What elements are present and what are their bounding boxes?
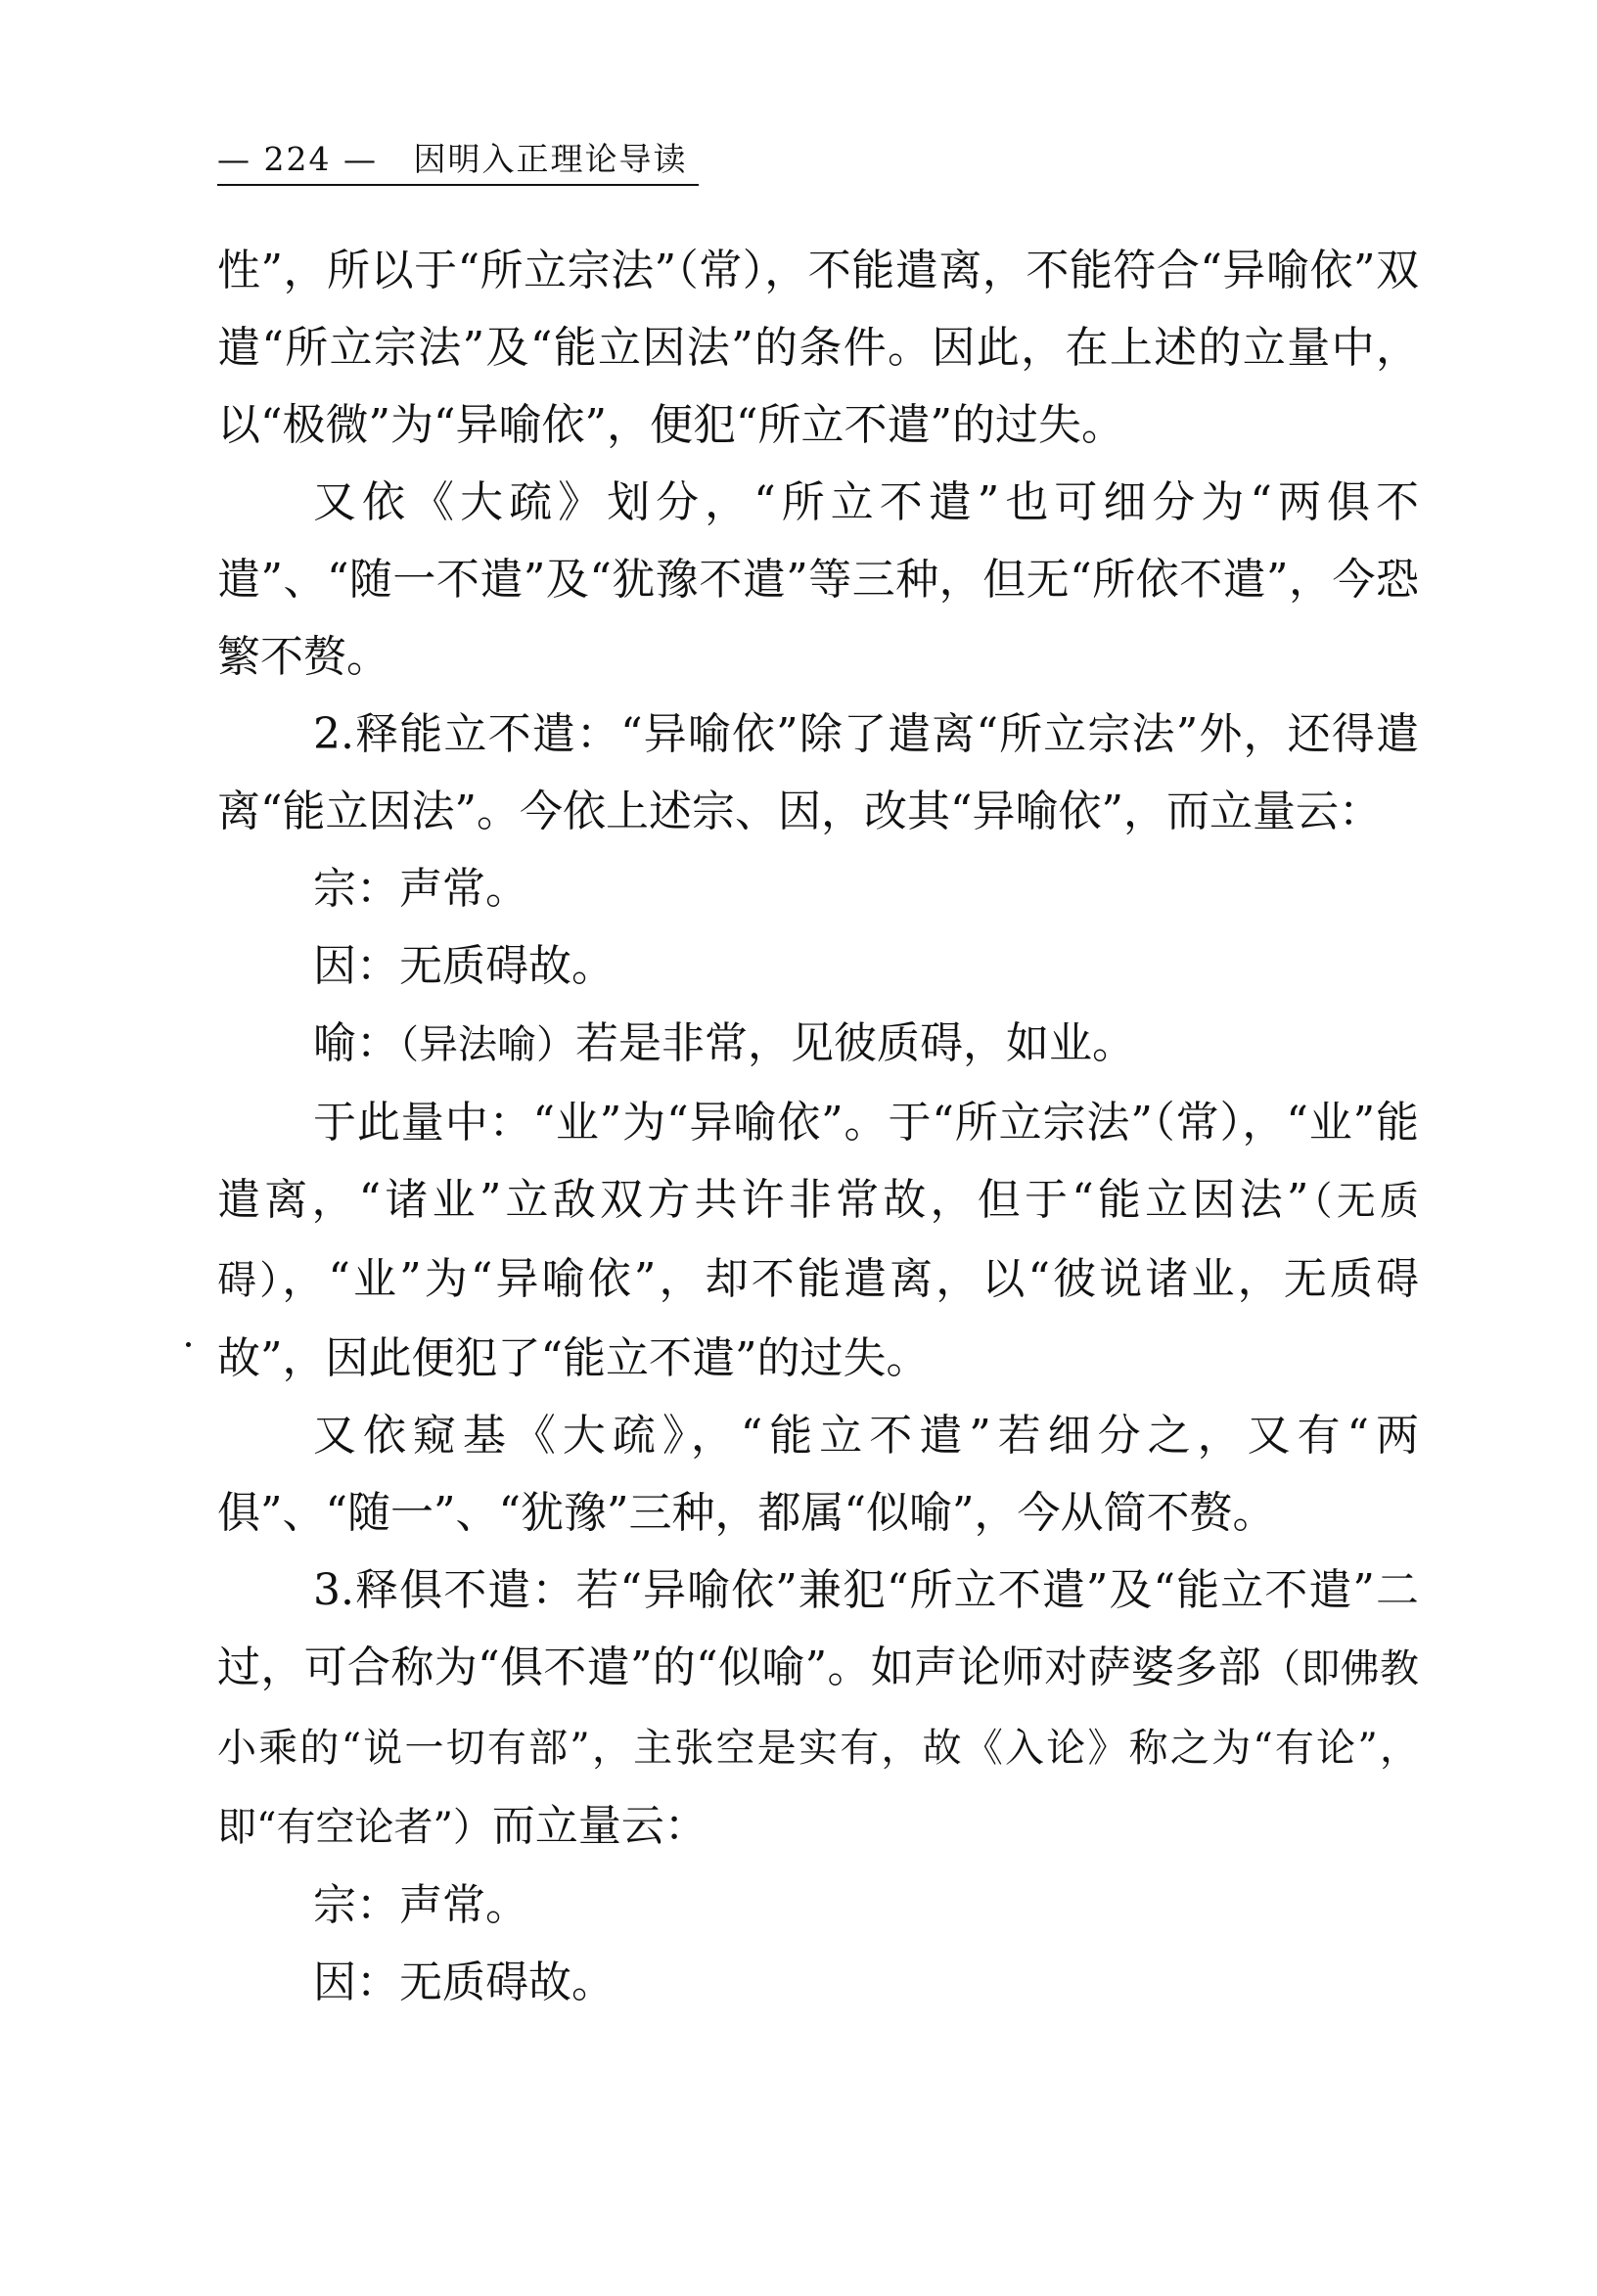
book-title: 因明入正理论导读	[413, 140, 688, 178]
page-number: — 224 —	[217, 140, 378, 178]
section3-text-a: 3.释俱不遣：若“异喻依”兼犯“所立不遣”及“能立不遣”二过，可合称为“俱不遣”的“似喻”。如声论师对萨婆多部	[217, 1565, 1419, 1692]
paragraph-section-2: 2.释能立不遣：“异喻依”除了遣离“所立宗法”外，还得遣离“能立因法”。今依上述宗、因，改其“异喻依”，而立量云：	[217, 709, 1419, 836]
paragraph-continuation: 性”，所以于“所立宗法”（常），不能遣离，不能符合“异喻依”双遣“所立宗法”及“能立因法”的条件。因此，在上述的立量中，以“极微”为“异喻依”，便犯“所立不遣”的过失。	[217, 246, 1419, 450]
example-note: （异法喻）	[399, 1022, 575, 1067]
syllogism-thesis-2: 宗：声常。	[313, 1880, 528, 1930]
syllogism-reason: 因：无质碍故。	[313, 941, 615, 991]
section3-note: （即佛教小乘的“说一切有部”，主张空是实有，故《入论》称之为“有论”，即“有空论者”）	[217, 1646, 1420, 1850]
analysis-text-a: 于此量中：“业”为“异喻依”。于“所立宗法”（常），“业”能遣离，“诸业”立敌双方共许非常故，但于“能立因法”	[217, 1098, 1419, 1225]
example-text: 若是非常，见彼质碍，如业。	[575, 1018, 1135, 1068]
section3-text-b: 而立量云：	[491, 1801, 707, 1851]
analysis-note: （无质碍）	[217, 1179, 1419, 1303]
paragraph-analysis	[217, 1084, 1419, 1397]
example-prefix: 喻：	[313, 1018, 399, 1068]
analysis-text-b: ，“业”为“异喻依”，却不能遣离，以“彼说诸业，无质碍故”，因此便犯了“能立不遣”的过失。	[217, 1254, 1420, 1383]
paragraph-section-3	[217, 1552, 1419, 1867]
syllogism-thesis: 宗：声常。	[313, 864, 528, 914]
stray-dot-mark	[186, 1342, 191, 1347]
paragraph-dashu-division: 又依《大疏》划分，“所立不遣”也可细分为“两俱不遣”、“随一不遣”及“犹豫不遣”等三种，但无“所依不遣”，今恐繁不赘。	[217, 477, 1419, 682]
page-body	[217, 232, 1419, 2021]
syllogism-reason-2: 因：无质碍故。	[313, 1958, 615, 2007]
paragraph-kuiji: 又依窥基《大疏》，“能立不遣”若细分之，又有“两俱”、“随一”、“犹豫”三种，都属“似喻”，今从简不赘。	[217, 1411, 1419, 1538]
syllogism-example	[217, 1005, 1419, 1084]
running-header	[217, 135, 699, 186]
